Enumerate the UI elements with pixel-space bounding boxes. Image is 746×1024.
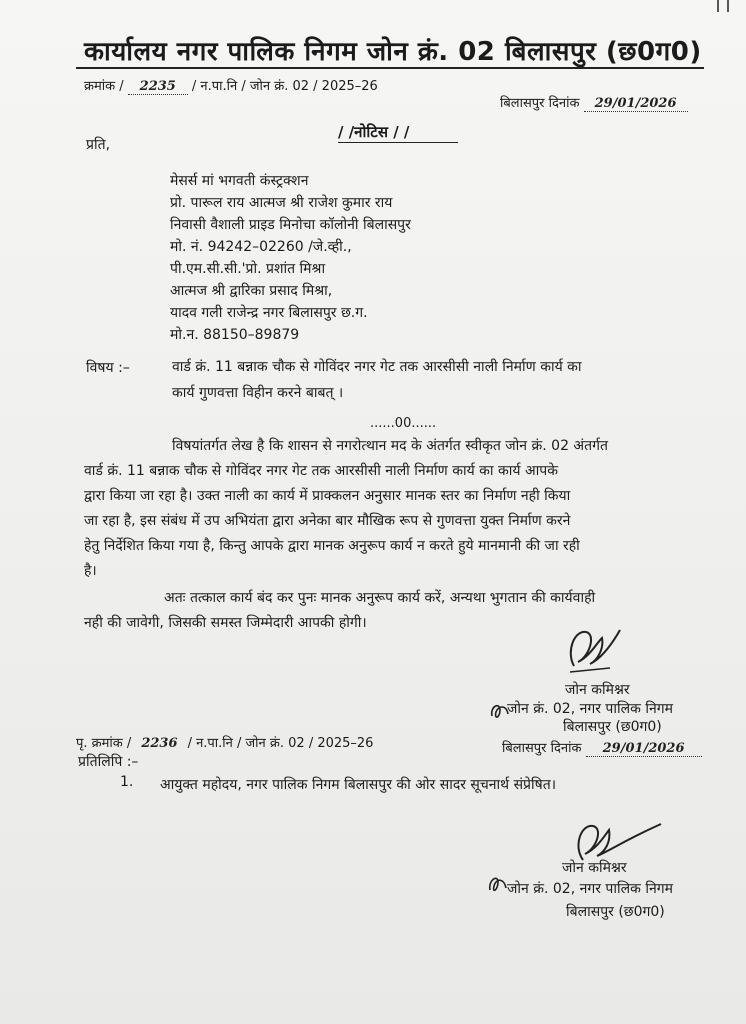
body-line: नही की जावेगी, जिसकी समस्त जिम्मेदारी आपकी होगी। bbox=[84, 615, 367, 631]
endorsement-ref bbox=[76, 733, 373, 751]
body-paragraph-2 bbox=[84, 586, 595, 636]
endorsement-ref-suffix: / न.पा.नि / जोन क्रं. 02 / 2025–26 bbox=[187, 736, 374, 751]
addressee-block bbox=[170, 170, 411, 346]
notice-underline bbox=[338, 142, 458, 143]
subject-line: वार्ड क्रं. 11 बन्नाक चौक से गोविंदर नगर गेट तक आरसीसी नाली निर्माण कार्य का bbox=[172, 359, 582, 375]
reference-line bbox=[84, 76, 378, 95]
body-line: हेतु निर्देशित किया गया है, किन्तु आपके द्वारा मानक अनुरूप कार्य न करते हुये मानमानी की जा रही bbox=[84, 538, 580, 554]
sig2-office: जोन क्रं. 02, नगर पालिक निगम bbox=[507, 881, 673, 897]
addressee-line: मो.न. 88150–89879 bbox=[170, 327, 300, 343]
addressee-line: प्रो. पारूल राय आत्मज श्री राजेश कुमार राय bbox=[170, 195, 393, 211]
addressee-line: मेसर्स मां भगवती कंस्ट्रक्शन bbox=[170, 173, 309, 189]
body-line: जा रहा है, इस संबंध में उप अभियंता द्वारा अनेका बार मौखिक रूप से गुणवत्ता युक्त निर्माण करने bbox=[84, 513, 571, 529]
addressee-line: आत्मज श्री द्वारिका प्रसाद मिश्रा, bbox=[170, 283, 333, 299]
subject-label: विषय :– bbox=[86, 360, 130, 376]
addressee-line: निवासी वैशाली प्राइड मिनोचा कॉलोनी बिलासपुर bbox=[170, 217, 411, 233]
corner-mark bbox=[710, 0, 740, 14]
copy-label: प्रतिलिपि :– bbox=[78, 754, 139, 770]
body-line: विषयांतर्गत लेख है कि शासन से नगरोत्थान मद के अंतर्गत स्वीकृत जोन क्रं. 02 अंतर्गत bbox=[172, 438, 608, 454]
to-label: प्रति, bbox=[86, 137, 111, 153]
date-value: 29/01/2026 bbox=[584, 96, 688, 112]
sig2-designation: जोन कमिश्नर bbox=[562, 860, 627, 876]
body-paragraph-1 bbox=[84, 434, 608, 584]
endorsement-date bbox=[502, 738, 702, 757]
date-line bbox=[500, 93, 688, 112]
body-line: अतः तत्काल कार्य बंद कर पुनः मानक अनुरूप कार्य करें, अन्यथा भुगतान की कार्यवाही bbox=[164, 590, 596, 606]
endorsement-ref-prefix: पृ. क्रमांक / bbox=[76, 736, 132, 751]
addressee-line: मो. नं. 94242–02260 /जे.व्ही., bbox=[170, 239, 352, 255]
sig2-city: बिलासपुर (छ0ग0) bbox=[566, 904, 665, 920]
subject-text bbox=[172, 354, 582, 406]
date-label: बिलासपुर दिनांक bbox=[500, 96, 580, 111]
copy-item-text: आयुक्त महोदय, नगर पालिक निगम बिलासपुर की ओर सादर सूचनार्थ संप्रेषित। bbox=[160, 777, 557, 793]
ref-suffix: / न.पा.नि / जोन क्रं. 02 / 2025–26 bbox=[191, 79, 378, 94]
sig1-designation: जोन कमिश्नर bbox=[565, 682, 630, 698]
addressee-line: पी.एम.सी.सी.'प्रो. प्रशांत मिश्रा bbox=[170, 261, 326, 277]
sig1-office: जोन क्रं. 02, नगर पालिक निगम bbox=[507, 701, 673, 717]
notice-heading: / /नोटिस / / bbox=[338, 123, 410, 141]
title-underline bbox=[76, 67, 704, 69]
handwritten-signature bbox=[560, 622, 630, 678]
copy-item-number: 1. bbox=[120, 774, 134, 790]
subject-line: कार्य गुणवत्ता विहीन करने बाबत् । bbox=[172, 385, 344, 401]
body-line: वार्ड क्रं. 11 बन्नाक चौक से गोविंदर नगर गेट तक आरसीसी नाली निर्माण कार्य का कार्य आपके bbox=[84, 463, 558, 479]
sig1-city: बिलासपुर (छ0ग0) bbox=[563, 719, 662, 735]
body-line: द्वारा किया जा रहा है। उक्त नाली का कार्य में प्राक्कलन अनुसार मानक स्तर का निर्माण नही किया bbox=[84, 488, 571, 504]
separator: ......00...... bbox=[370, 416, 437, 431]
office-title: कार्यालय नगर पालिक निगम जोन क्रं. 02 बिलासपुर (छ0ग0) bbox=[84, 37, 702, 67]
ref-number: 2235 bbox=[128, 79, 188, 95]
endorsement-date-value: 29/01/2026 bbox=[586, 741, 702, 757]
addressee-line: यादव गली राजेन्द्र नगर बिलासपुर छ.ग. bbox=[170, 305, 368, 321]
endorsement-ref-number: 2236 bbox=[141, 736, 178, 751]
ref-prefix: क्रमांक / bbox=[84, 79, 124, 94]
endorsement-date-label: बिलासपुर दिनांक bbox=[502, 741, 582, 756]
body-line: है। bbox=[84, 563, 97, 579]
